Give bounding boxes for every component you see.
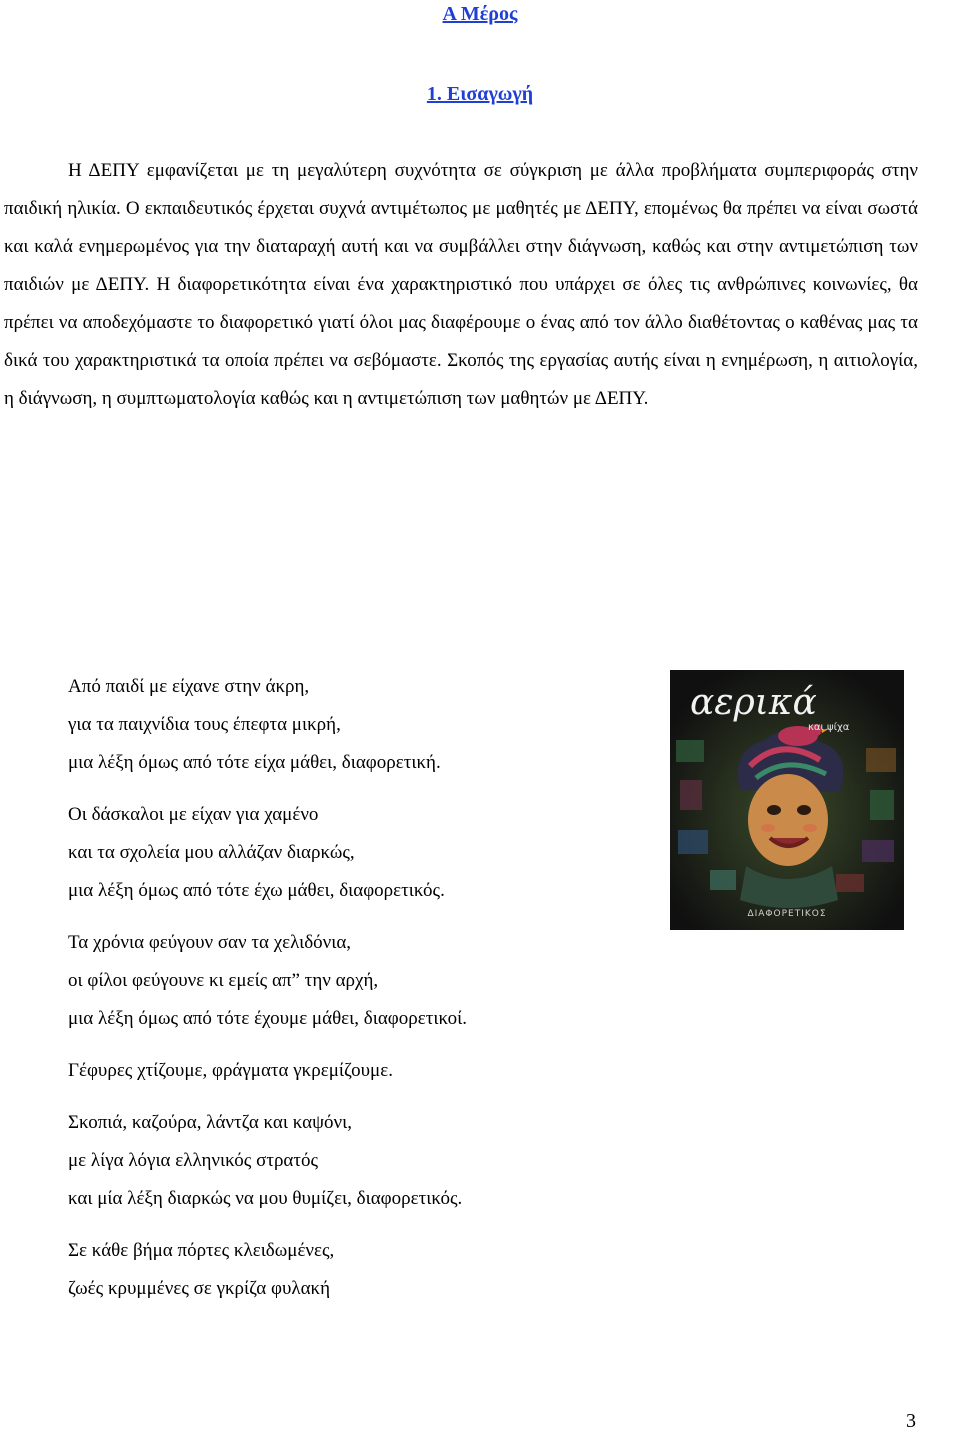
- poem-stanza: [68, 1232, 628, 1308]
- poem-line: μια λέξη όμως από τότε έχω μάθει, διαφορετικός.: [68, 880, 445, 901]
- poem-line: μια λέξη όμως από τότε έχουμε μάθει, διαφορετικοί.: [68, 1008, 467, 1029]
- poem-stanza: [68, 1052, 628, 1090]
- poem-stanza: [68, 1104, 628, 1218]
- page-number: 3: [906, 1410, 916, 1432]
- poem-line: και μία λέξη διαρκώς να μου θυμίζει, διαφορετικός.: [68, 1188, 463, 1209]
- cover-subtitle: και ψίχα: [808, 722, 850, 733]
- section-title: 1. Εισαγωγή: [426, 83, 534, 105]
- poem-line: και τα σχολεία μου αλλάζαν διαρκώς,: [68, 842, 355, 863]
- poem: [68, 668, 628, 1322]
- poem-line: Σκοπιά, καζούρα, λάντζα και καψόνι,: [68, 1112, 352, 1133]
- cover-title: αερικά: [690, 682, 817, 723]
- poem-line: με λίγα λόγια ελληνικός στρατός: [68, 1150, 319, 1171]
- poem-stanza: [68, 796, 628, 910]
- poem-stanza: [68, 668, 628, 782]
- cover-bottom-text: ΔΙΑΦΟΡΕΤΙΚΟΣ: [747, 909, 827, 919]
- poem-line: ζωές κρυμμένες σε γκρίζα φυλακή: [68, 1278, 331, 1299]
- poem-line: οι φίλοι φεύγουνε κι εμείς απ” την αρχή,: [68, 970, 379, 991]
- poem-line: Γέφυρες χτίζουμε, φράγματα γκρεμίζουμε.: [68, 1060, 393, 1081]
- poem-line: Σε κάθε βήμα πόρτες κλειδωμένες,: [68, 1240, 335, 1261]
- album-cover-art: [670, 670, 904, 930]
- intro-paragraph: Η ΔΕΠΥ εμφανίζεται με τη μεγαλύτερη συχνότητα σε σύγκριση με άλλα προβλήματα συμπεριφοράς στην παιδική ηλικία. Ο εκπαιδευτικός έρχεται συχνά αντιμέτωπος με μαθητές με ΔΕΠΥ, επομένως θα πρέπει να είναι σωστά και καλά ενημερωμένος για την διαταραχή αυτή και να συμβάλλει στην διάγνωση, καθώς και στην αντιμετώπιση των παιδιών με ΔΕΠΥ. Η διαφορετικότητα είναι ένα χαρακτηριστικό που υπάρχει σε όλες τις ανθρώπινες κοινωνίες, θα πρέπει να αποδεχόμαστε το διαφορετικό γιατί όλοι μας διαφέρουμε ο ένας από τον άλλο διαθέτοντας ο καθένας μας τα δικά του χαρακτηριστικά τα οποία πρέπει να σεβόμαστε. Σκοπός της εργασίας αυτής είναι η ενημέρωση, η αιτιολογία, η διάγνωση, η συμπτωματολογία καθώς και η αντιμετώπιση των μαθητών με ΔΕΠΥ.: [4, 160, 918, 409]
- album-cover-image: [670, 670, 904, 930]
- poem-stanza: [68, 924, 628, 1038]
- poem-line: Οι δάσκαλοι με είχαν για χαμένο: [68, 804, 319, 825]
- poem-line: Τα χρόνια φεύγουν σαν τα χελιδόνια,: [68, 932, 352, 953]
- poem-line: μια λέξη όμως από τότε είχα μάθει, διαφορετική.: [68, 752, 441, 773]
- poem-line: για τα παιχνίδια τους έπεφτα μικρή,: [68, 714, 341, 735]
- part-title: Α Μέρος: [442, 3, 518, 25]
- poem-line: Από παιδί με είχανε στην άκρη,: [68, 676, 310, 697]
